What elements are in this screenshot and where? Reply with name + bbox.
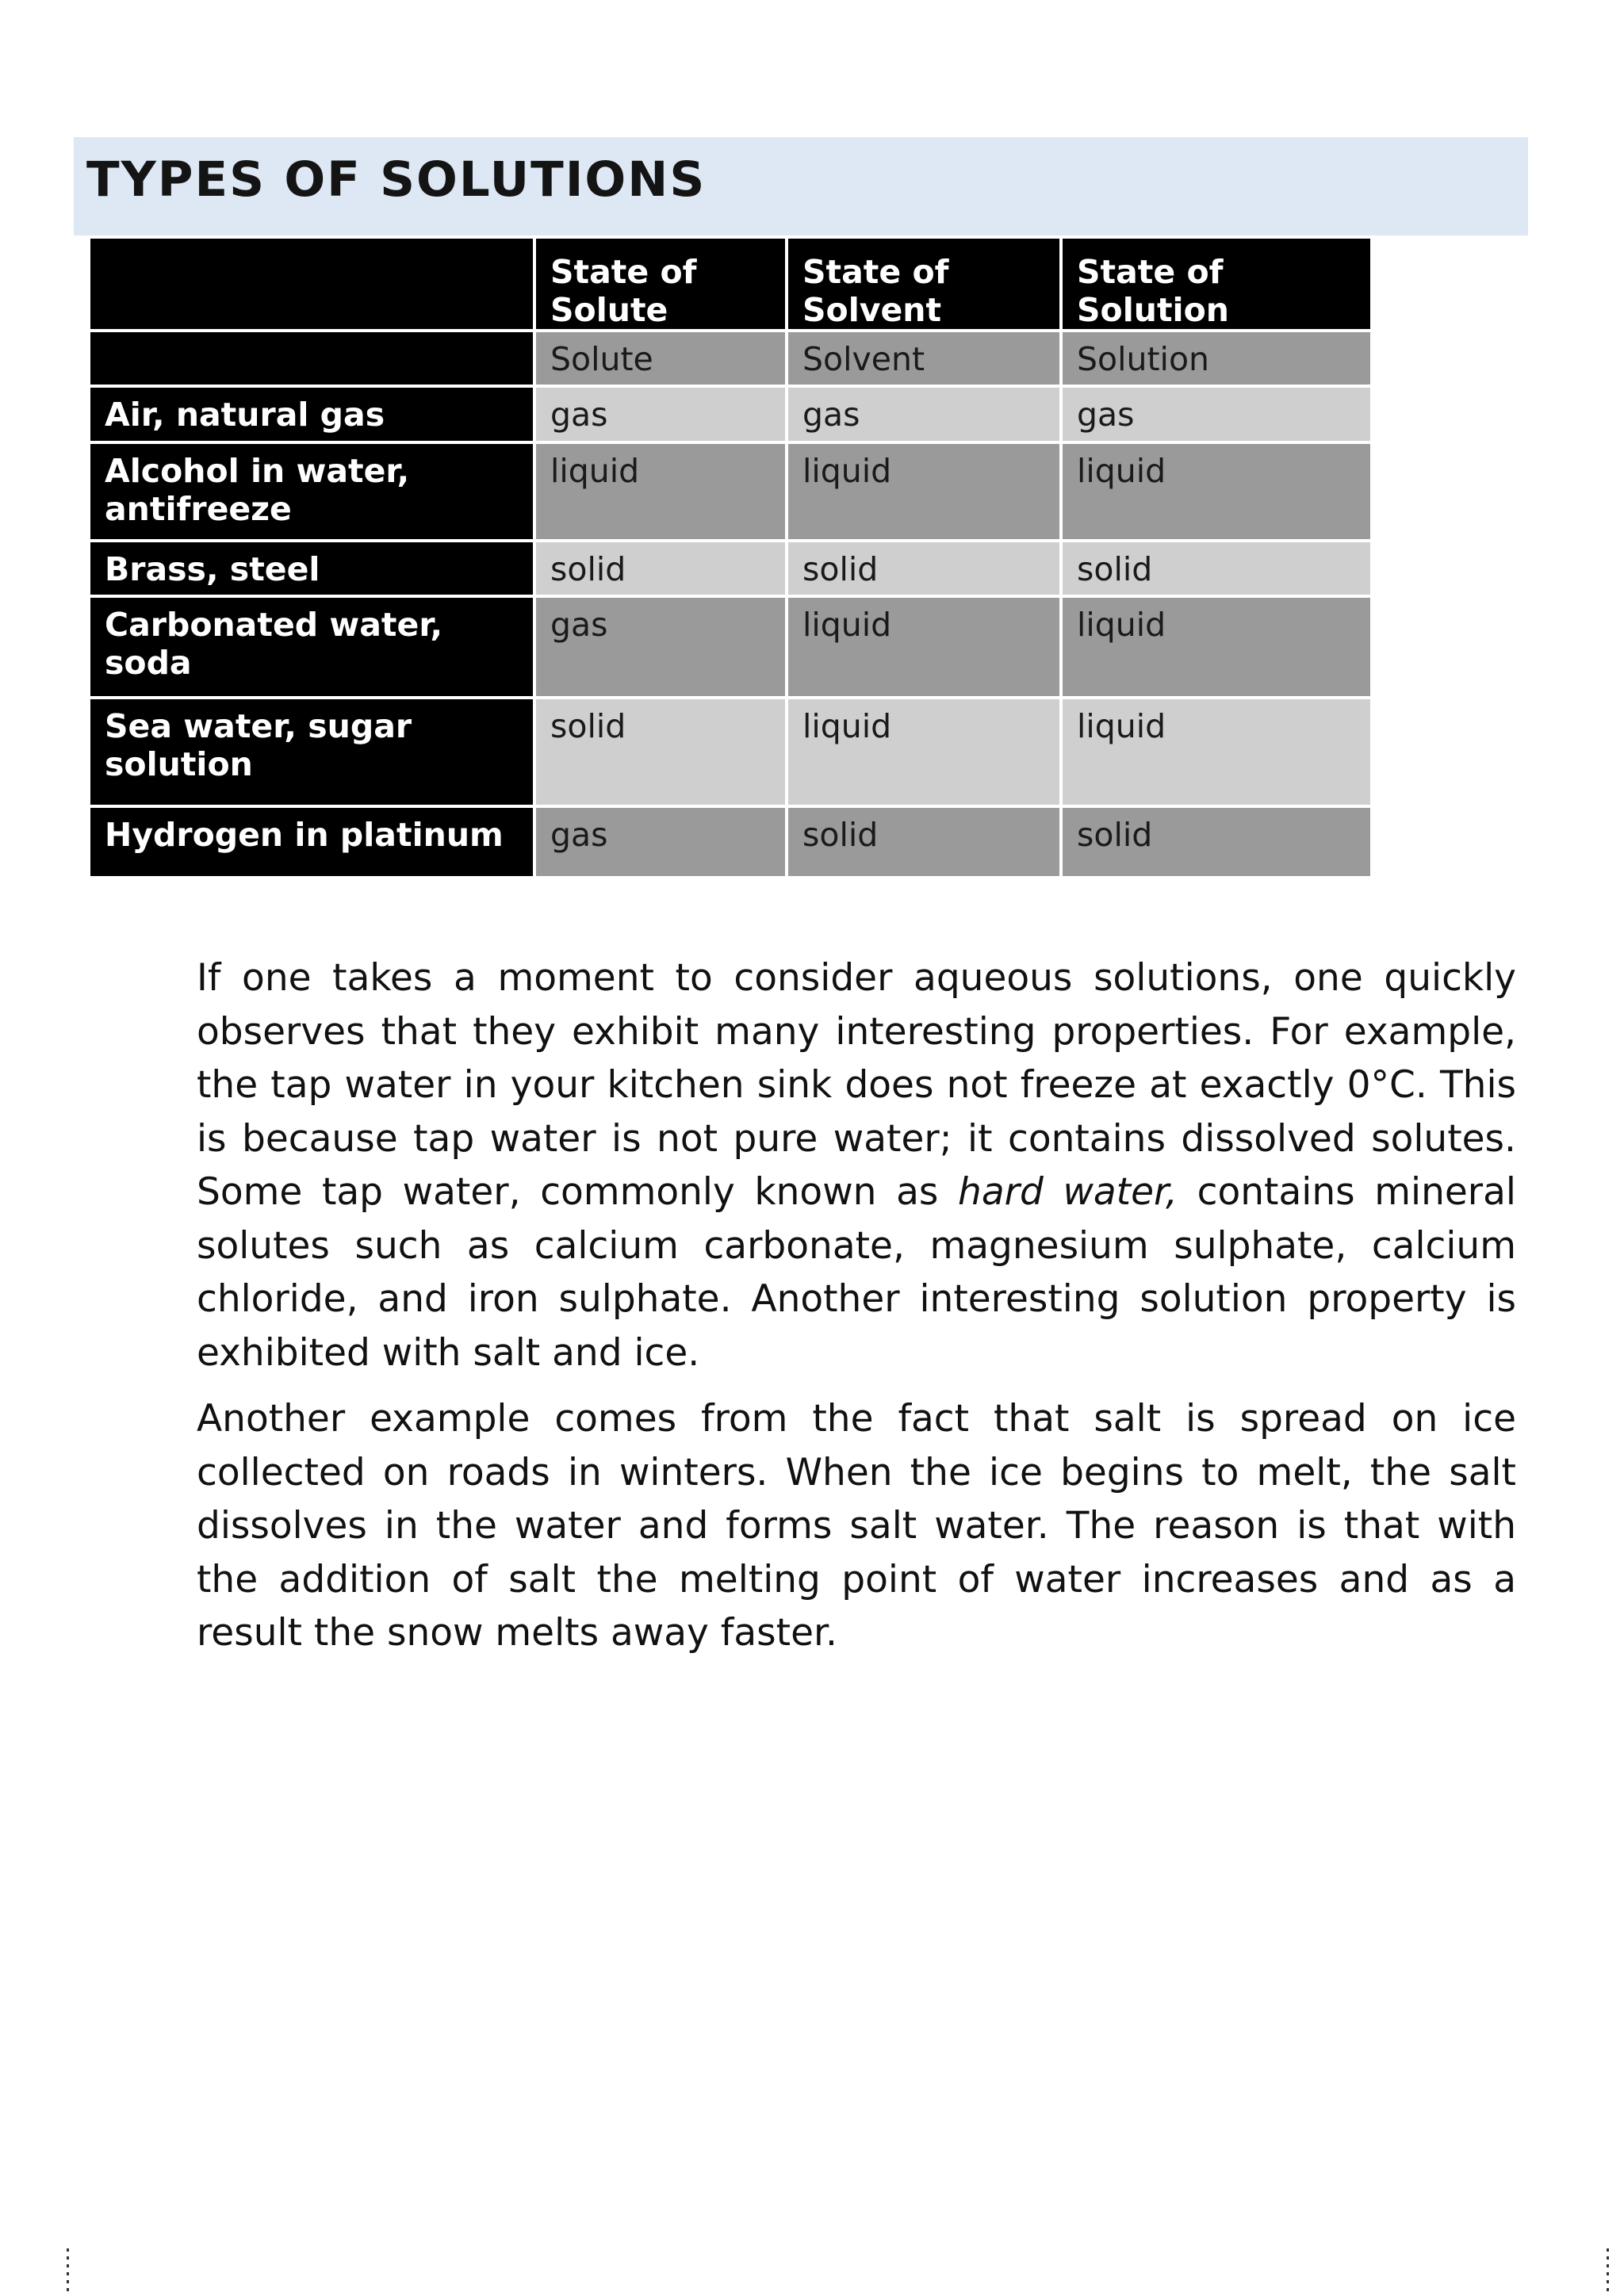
header-cell-example <box>90 239 533 329</box>
section-title: TYPES OF SOLUTIONS <box>86 151 707 208</box>
solvent-cell: liquid <box>788 444 1059 539</box>
example-cell: Sea water, sugar solution <box>90 699 533 804</box>
paragraph <box>197 951 1516 1380</box>
table-row <box>90 598 1370 696</box>
left-dotted-margin-line <box>67 2248 69 2296</box>
header-cell-solvent-state: State of Solvent <box>788 239 1059 329</box>
solvent-cell: liquid <box>788 598 1059 696</box>
solute-cell: gas <box>536 388 785 440</box>
subheader-cell-solution: Solution <box>1063 332 1370 385</box>
table-row <box>90 808 1370 876</box>
table-row <box>90 444 1370 539</box>
solvent-cell: solid <box>788 542 1059 595</box>
solvent-cell: solid <box>788 808 1059 876</box>
solvent-cell: liquid <box>788 699 1059 804</box>
header-cell-solute-state: State of Solute <box>536 239 785 329</box>
table-row <box>90 542 1370 595</box>
subheader-cell-solute: Solute <box>536 332 785 385</box>
solution-cell: solid <box>1063 542 1370 595</box>
solution-cell: gas <box>1063 388 1370 440</box>
table-header-row <box>90 239 1370 329</box>
solute-cell: gas <box>536 598 785 696</box>
subheader-cell-solvent: Solvent <box>788 332 1059 385</box>
solution-cell: liquid <box>1063 598 1370 696</box>
solute-cell: liquid <box>536 444 785 539</box>
solution-cell: liquid <box>1063 444 1370 539</box>
example-cell: Hydrogen in platinum <box>90 808 533 876</box>
solvent-cell: gas <box>788 388 1059 440</box>
section-heading-bar <box>74 137 1528 235</box>
paragraph: Another example comes from the fact that salt is spread on ice collected on roads in winters. When the ice begins to melt, the salt dissolves in the water and forms salt water. The reason is that with the addition of salt the melting point of water increases and as a result the snow melts away faster. <box>197 1397 1516 1655</box>
example-cell: Air, natural gas <box>90 388 533 440</box>
solute-cell: solid <box>536 699 785 804</box>
example-cell: Carbonated water, soda <box>90 598 533 696</box>
right-dotted-margin-line <box>1607 2248 1609 2296</box>
solute-cell: solid <box>536 542 785 595</box>
example-cell: Brass, steel <box>90 542 533 595</box>
table-row <box>90 699 1370 804</box>
paragraph-text: contains mineral solutes such as calcium carbonate, magnesium sulphate, calcium chloride, and iron sulphate. Another interesting solution property is exhibited with salt and ice. <box>197 1170 1516 1375</box>
table-row <box>90 388 1370 440</box>
solutions-table <box>87 235 1373 879</box>
header-cell-solution-state: State of Solution <box>1063 239 1370 329</box>
solution-cell: liquid <box>1063 699 1370 804</box>
solute-cell: gas <box>536 808 785 876</box>
paragraph-text: If one takes a moment to consider aqueous solutions, one quickly observes that they exhibit many interesting properties. For example, the tap water in your kitchen sink does not freeze at exactly 0°C. This is because tap water is not pure water; it contains dissolved solutes. Some tap water, commonly known as <box>197 956 1516 1214</box>
subheader-cell-example <box>90 332 533 385</box>
body-text <box>197 951 1516 1673</box>
solution-cell: solid <box>1063 808 1370 876</box>
example-cell: Alcohol in water, antifreeze <box>90 444 533 539</box>
table-subheader-row <box>90 332 1370 385</box>
emphasis-hard-water: hard water, <box>958 1170 1178 1214</box>
